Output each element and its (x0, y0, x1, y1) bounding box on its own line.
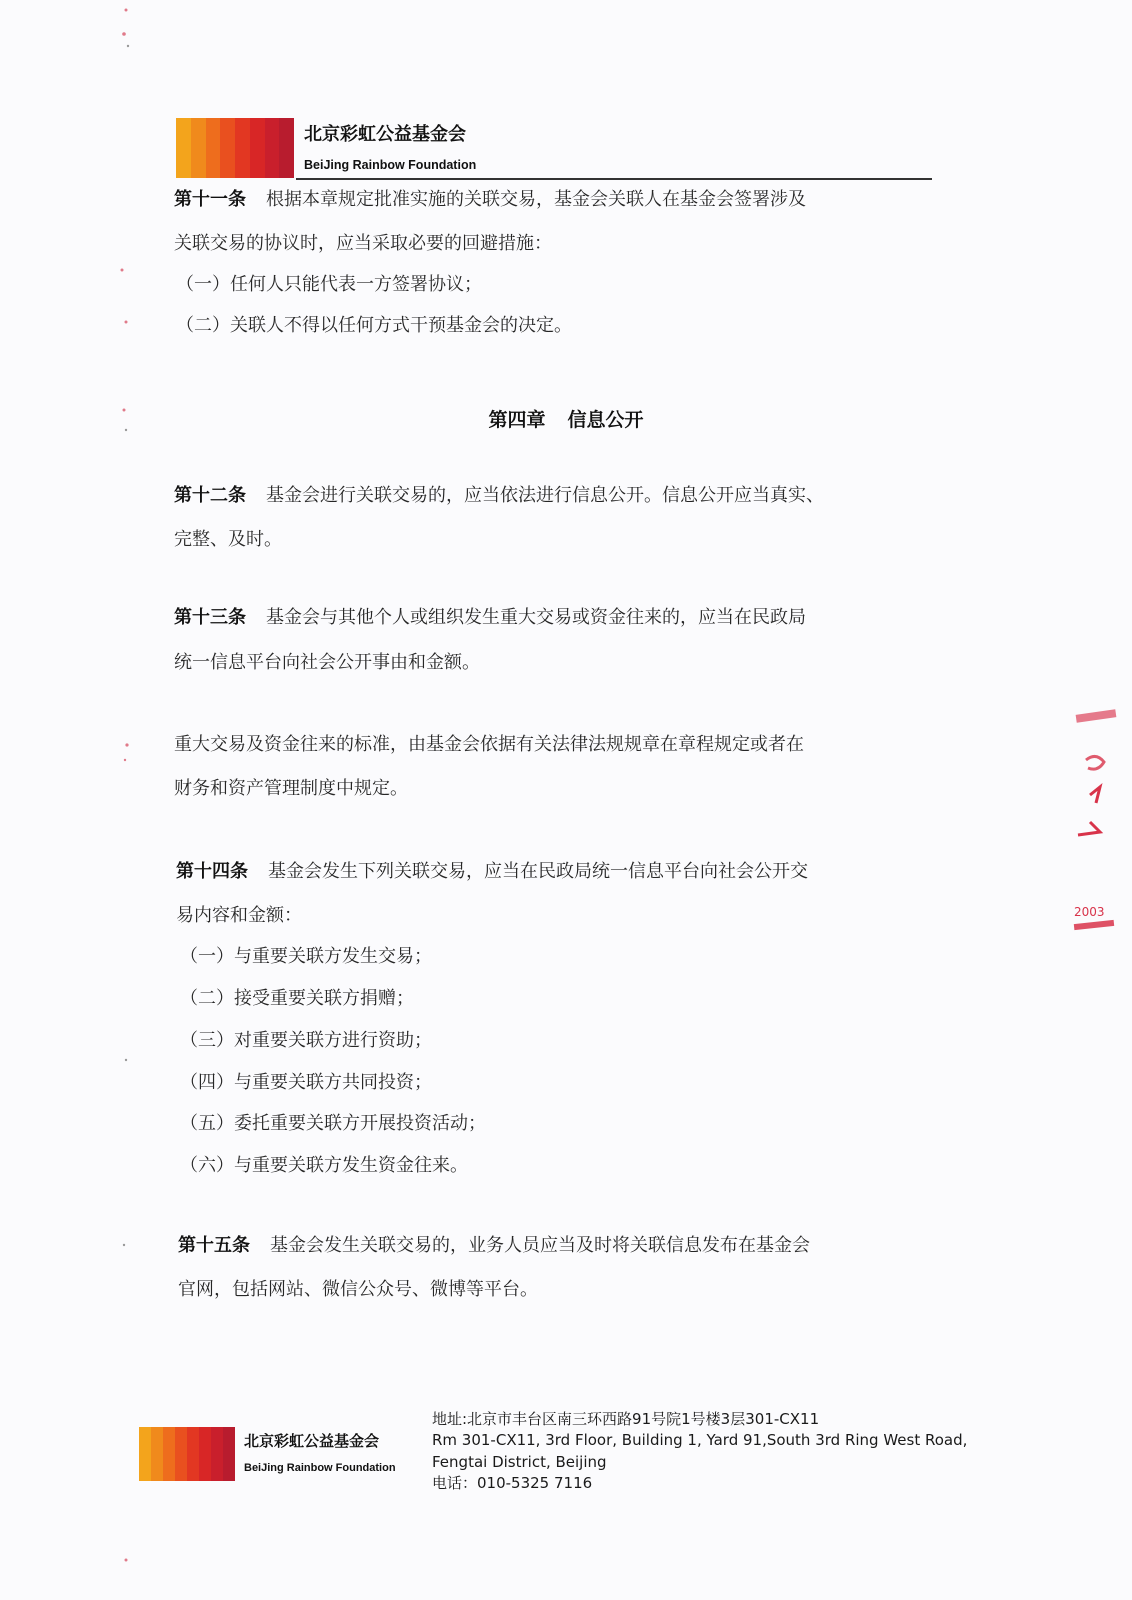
footer-org-name-cn: 北京彩虹公益基金会 (244, 1432, 380, 1450)
footer-address-en-2: Fengtai District, Beijing (432, 1453, 607, 1471)
scan-margin-specks (112, 0, 142, 1600)
article-13-line-1: 第十三条 基金会与其他个人或组织发生重大交易或资金往来的，应当在民政局 (174, 607, 806, 628)
article-11-label: 第十一条 (174, 189, 246, 210)
logo-stripe (211, 1427, 223, 1481)
article-13-para-2-line-1: 重大交易及资金往来的标准，由基金会依据有关法律法规规章在章程规定或者在 (174, 734, 804, 755)
logo-stripe (220, 118, 235, 178)
header-divider (296, 178, 932, 180)
article-13-para-2-line-2: 财务和资产管理制度中规定。 (174, 778, 408, 799)
chapter-title: 信息公开 (567, 409, 644, 431)
article-14-label: 第十四条 (176, 861, 248, 882)
article-14-item-3: （三）对重要关联方进行资助； (180, 1030, 432, 1051)
article-14-line-2: 易内容和金额： (176, 905, 302, 926)
article-14-item-4: （四）与重要关联方共同投资； (180, 1072, 432, 1093)
article-14-item-6: （六）与重要关联方发生资金往来。 (180, 1155, 468, 1176)
article-12-label: 第十二条 (174, 485, 246, 506)
article-15-line-2: 官网，包括网站、微信公众号、微博等平台。 (178, 1279, 538, 1300)
logo-stripe (163, 1427, 175, 1481)
article-15-label: 第十五条 (178, 1235, 250, 1256)
logo-stripe (223, 1427, 235, 1481)
footer-logo-mark (139, 1427, 235, 1481)
logo-stripe (235, 118, 250, 178)
article-11-item-1: （一）任何人只能代表一方签署协议； (176, 274, 482, 295)
logo-stripe (175, 1427, 187, 1481)
article-12-line-1: 第十二条 基金会进行关联交易的，应当依法进行信息公开。信息公开应当真实、 (174, 485, 824, 506)
seal-fragment-graphic (1066, 700, 1126, 950)
logo-stripe (279, 118, 294, 178)
chapter-heading (0, 405, 1132, 432)
article-11-item-2: （二）关联人不得以任何方式干预基金会的决定。 (176, 315, 572, 336)
logo-stripe (250, 118, 265, 178)
article-11-line-1: 第十一条 根据本章规定批准实施的关联交易，基金会关联人在基金会签署涉及 (174, 189, 806, 210)
svg-text:2003: 2003 (1074, 905, 1105, 919)
article-14-line-1: 第十四条 基金会发生下列关联交易，应当在民政局统一信息平台向社会公开交 (176, 861, 808, 882)
article-12-line-2: 完整、及时。 (174, 529, 282, 550)
footer-phone: 电话：010-5325 7116 (432, 1474, 593, 1492)
logo-stripe (187, 1427, 199, 1481)
foundation-logo-mark (176, 118, 294, 178)
logo-stripe (151, 1427, 163, 1481)
logo-stripe (265, 118, 280, 178)
article-14-item-2: （二）接受重要关联方捐赠； (180, 988, 414, 1009)
header-org-name-en: BeiJing Rainbow Foundation (304, 158, 477, 172)
article-13-line-2: 统一信息平台向社会公开事由和金额。 (174, 652, 480, 673)
footer-address-en-1: Rm 301-CX11, 3rd Floor, Building 1, Yard 91,South 3rd Ring West Road, (432, 1431, 968, 1449)
chapter-number: 第四章 (488, 409, 546, 431)
article-13-label: 第十三条 (174, 607, 246, 628)
logo-stripe (206, 118, 221, 178)
footer-org-name-en: BeiJing Rainbow Foundation (244, 1462, 396, 1474)
header-org-name-cn: 北京彩虹公益基金会 (304, 124, 466, 145)
article-14-item-5: （五）委托重要关联方开展投资活动； (180, 1113, 486, 1134)
article-15-line-1: 第十五条 基金会发生关联交易的，业务人员应当及时将关联信息发布在基金会 (178, 1235, 810, 1256)
logo-stripe (199, 1427, 211, 1481)
article-14-item-1: （一）与重要关联方发生交易； (180, 946, 432, 967)
footer-address-cn: 地址:北京市丰台区南三环西路91号院1号楼3层301-CX11 (432, 1410, 820, 1428)
article-11-line-2: 关联交易的协议时，应当采取必要的回避措施： (174, 233, 552, 254)
logo-stripe (191, 118, 206, 178)
logo-stripe (176, 118, 191, 178)
